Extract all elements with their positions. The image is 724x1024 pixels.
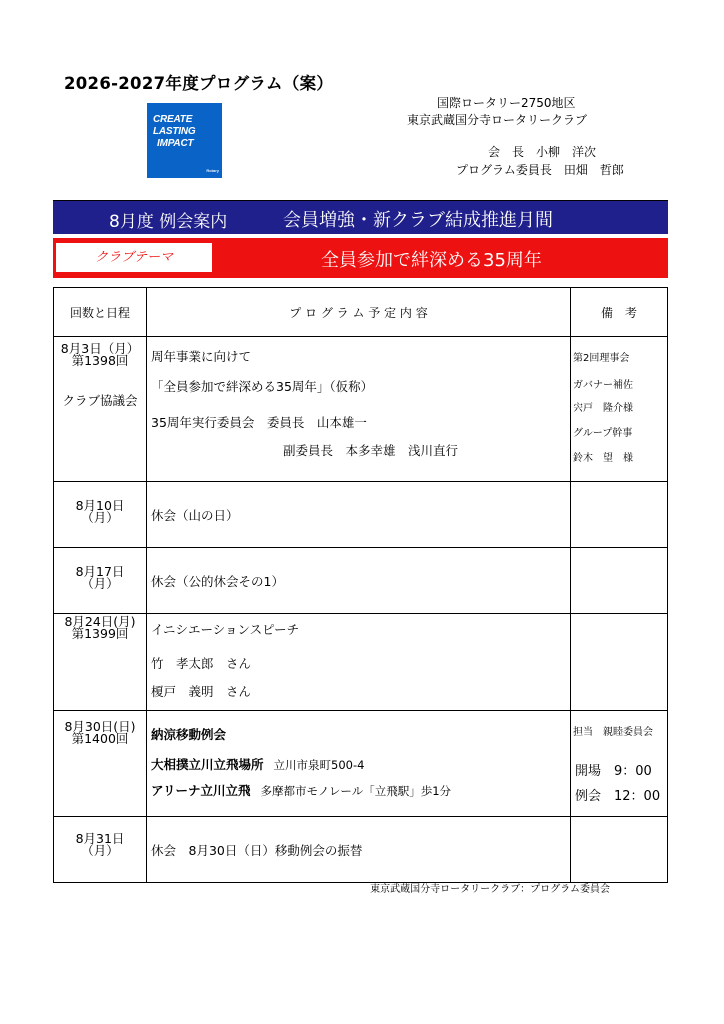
date-text: 8月17日 [75,564,125,579]
notes-cell [571,482,668,548]
program-cell [147,817,571,883]
schedule-table [53,287,668,883]
date-text: 8月10日 [75,498,125,513]
day-text: （月） [81,843,119,858]
club-theme: 全員参加で絆深める35周年 [321,250,542,271]
note-line: 宍戸 隆介様 [573,403,633,414]
meeting-number: 第1398回 [71,353,129,368]
date-cell [54,548,147,614]
program-line: 榎戸 義明 さん [151,684,252,699]
note-line: 開場 9：00 [575,764,652,779]
note-line: 例会 12：00 [575,789,661,804]
note-line: ガバナー補佐 [573,380,633,391]
org-name: 東京武蔵国分寺ロータリークラブ [407,113,588,127]
date-text: 8月3日（月） [60,341,140,356]
meeting-number: 第1400回 [71,731,129,746]
header-program: プ ロ グ ラ ム 予 定 内 容 [147,288,571,337]
table-row [54,614,668,711]
date-note: クラブ協議会 [62,393,138,408]
day-text: （月） [81,510,119,525]
table-row [54,711,668,817]
note-line: 第2回理事会 [573,353,630,364]
program-line: 休会 8月30日（日）移動例会の振替 [151,842,363,858]
program-cell [147,337,571,482]
program-line: 35周年実行委員会 委員長 山本雄一 [151,415,367,430]
table-row [54,817,668,883]
table-row [54,482,668,548]
program-line: 休会（公的休会その1） [151,573,284,589]
officer-president: 会 長 小柳 洋次 [488,145,597,159]
logo-line-3: IMPACT [157,138,194,149]
notes-cell [571,614,668,711]
rotary-mark: Rotary [206,168,219,173]
program-line: 休会（山の日） [151,507,239,523]
program-line: 周年事業に向けて [151,349,252,364]
notes-cell [571,548,668,614]
program-cell [147,548,571,614]
header-notes: 備 考 [571,288,668,337]
date-cell [54,711,147,817]
venue-address: 立川市泉町500-4 [273,758,365,772]
table-row [54,337,668,482]
month-label: 8月度 例会案内 [109,212,228,232]
date-text: 8月31日 [75,831,125,846]
program-cell [147,482,571,548]
venue-access: 多摩都市モノレール「立飛駅」歩1分 [260,784,452,798]
program-line: イニシエーションスピーチ [151,622,300,637]
venue-name: アリーナ立川立飛 [151,783,251,798]
notes-cell [571,337,668,482]
date-cell [54,337,147,482]
program-line: 竹 孝太郎 さん [151,656,252,671]
program-line: 「全員参加で絆深める35周年」（仮称） [151,379,374,394]
club-theme-label: クラブテーマ [54,241,214,274]
club-theme-banner [53,238,668,278]
footer-credit: 東京武蔵国分寺ロータリークラブ：プログラム委員会 [370,884,610,895]
day-text: （月） [81,576,119,591]
month-theme: 会員増強・新クラブ結成推進月間 [283,210,553,231]
table-header-row [54,288,668,337]
header-date: 回数と日程 [54,288,147,337]
venue-name: 大相撲立川立飛場所 [151,757,264,772]
date-text: 8月30日(日) [64,719,136,734]
program-line: 納涼移動例会 [151,727,227,742]
org-district: 国際ロータリー2750地区 [437,96,576,110]
program-cell [147,711,571,817]
program-cell [147,614,571,711]
document-title: 2026-2027年度プログラム（案） [64,74,334,93]
program-line [151,781,570,799]
officer-program-chair: プログラム委員長 田畑 哲郎 [456,163,624,177]
logo-line-1: CREATE [153,114,193,125]
meeting-number: 第1399回 [71,626,129,641]
notes-cell [571,817,668,883]
note-line: 鈴木 望 様 [573,453,633,464]
program-line [151,755,570,773]
month-banner [53,200,668,234]
rotary-logo [147,103,222,178]
date-cell [54,817,147,883]
date-text: 8月24日(月) [64,614,136,629]
notes-cell [571,711,668,817]
note-line: 担当 親睦委員会 [573,727,653,738]
logo-line-2: LASTING [153,126,196,137]
note-line: グループ幹事 [573,428,633,439]
table-row [54,548,668,614]
program-line: 副委員長 本多幸雄 浅川直行 [283,443,459,458]
date-cell [54,482,147,548]
date-cell [54,614,147,711]
